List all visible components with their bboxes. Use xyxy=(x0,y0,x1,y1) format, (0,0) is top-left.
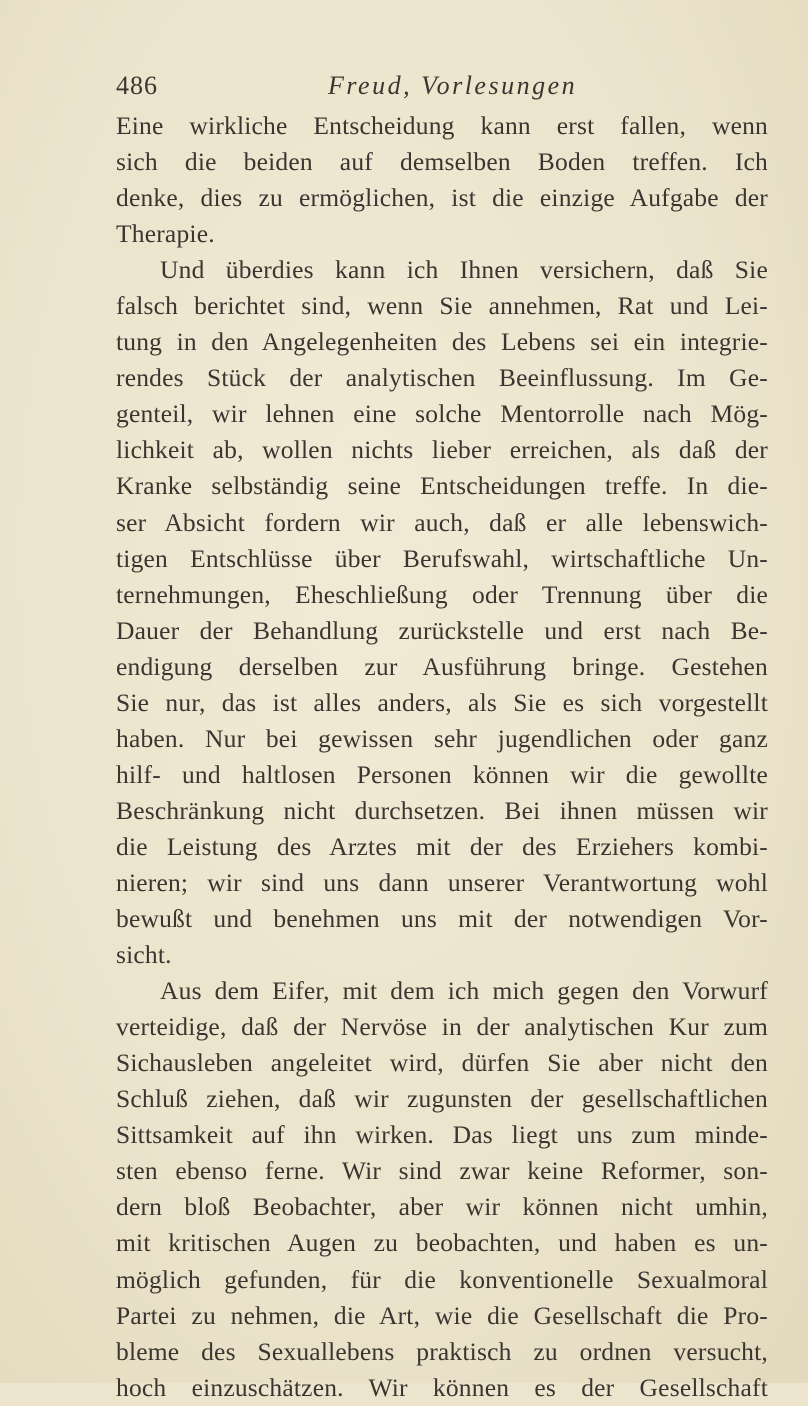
text-line: tigen Entschlüsse über Berufswahl, wirtschaftliche Un- xyxy=(116,543,768,573)
text-line: sicht. xyxy=(116,940,172,970)
text-line: Sie nur, das ist alles anders, als Sie es sich vorgestellt xyxy=(116,687,768,717)
paragraph xyxy=(116,252,768,973)
text-line: Dauer der Behandlung zurückstelle und erst nach Be- xyxy=(116,615,768,645)
text-line: hilf- und haltlosen Personen können wir die gewollte xyxy=(116,759,768,789)
paragraph xyxy=(116,973,768,1406)
text-line: Sittsamkeit auf ihn wirken. Das liegt uns zum minde- xyxy=(116,1120,768,1150)
text-line: Eine wirkliche Entscheidung kann erst fallen, wenn xyxy=(116,111,768,140)
text-line: Therapie. xyxy=(116,219,215,249)
text-line: falsch berichtet sind, wenn Sie annehmen, Rat und Lei- xyxy=(116,291,768,321)
text-line: Schluß ziehen, daß wir zugunsten der gesellschaftlichen xyxy=(116,1084,768,1114)
text-line: bewußt und benehmen uns mit der notwendigen Vor- xyxy=(116,904,768,934)
text-line: mit kritischen Augen zu beobachten, und haben es un- xyxy=(116,1228,768,1258)
text-line: dern bloß Beobachter, aber wir können nicht umhin, xyxy=(116,1192,768,1222)
text-line: Partei zu nehmen, die Art, wie die Gesellschaft die Pro- xyxy=(116,1300,768,1330)
running-head xyxy=(116,66,776,106)
text-line: sten ebenso ferne. Wir sind zwar keine Reformer, son- xyxy=(116,1156,768,1186)
text-line: die Leistung des Arztes mit der des Erziehers kombi- xyxy=(116,831,768,861)
text-line: Beschränkung nicht durchsetzen. Bei ihnen müssen wir xyxy=(116,795,768,825)
text-line: hoch einzuschätzen. Wir können es der Gesellschaft xyxy=(116,1372,768,1402)
text-line: endigung derselben zur Ausführung bringe. Gestehen xyxy=(116,651,768,681)
text-line: verteidige, daß der Nervöse in der analytischen Kur zum xyxy=(116,1012,768,1042)
text-line: tung in den Angelegenheiten des Lebens sei ein integrie- xyxy=(116,327,768,357)
text-line: genteil, wir lehnen eine solche Mentorrolle nach Mög- xyxy=(116,399,768,429)
running-title: Freud, Vorlesungen xyxy=(328,71,578,100)
text-line: Und überdies kann ich Ihnen versichern, daß Sie xyxy=(160,255,768,285)
text-line: bleme des Sexuallebens praktisch zu ordnen versucht, xyxy=(116,1336,768,1366)
text-line: lichkeit ab, wollen nichts lieber erreichen, als daß der xyxy=(116,435,768,465)
paragraph xyxy=(116,108,768,252)
text-line: nieren; wir sind uns dann unserer Verantwortung wohl xyxy=(116,867,768,897)
text-line: denke, dies zu ermöglichen, ist die einzige Aufgabe der xyxy=(116,183,768,213)
text-line: ternehmungen, Eheschließung oder Trennung über die xyxy=(116,579,768,609)
text-line: sich die beiden auf demselben Boden treffen. Ich xyxy=(116,147,768,177)
text-line: Sichausleben angeleitet wird, dürfen Sie aber nicht den xyxy=(116,1048,768,1078)
text-line: Kranke selbständig seine Entscheidungen treffe. In die- xyxy=(116,471,768,501)
text-line: ser Absicht fordern wir auch, daß er alle lebenswich- xyxy=(116,507,768,537)
text-line: haben. Nur bei gewissen sehr jugendlichen oder ganz xyxy=(116,723,768,753)
body-text xyxy=(116,108,768,1406)
text-line: rendes Stück der analytischen Beeinflussung. Im Ge- xyxy=(116,363,768,393)
text-line: möglich gefunden, für die konventionelle Sexualmoral xyxy=(116,1264,768,1294)
page-number: 486 xyxy=(116,71,158,100)
text-line: Aus dem Eifer, mit dem ich mich gegen den Vorwurf xyxy=(160,976,768,1006)
